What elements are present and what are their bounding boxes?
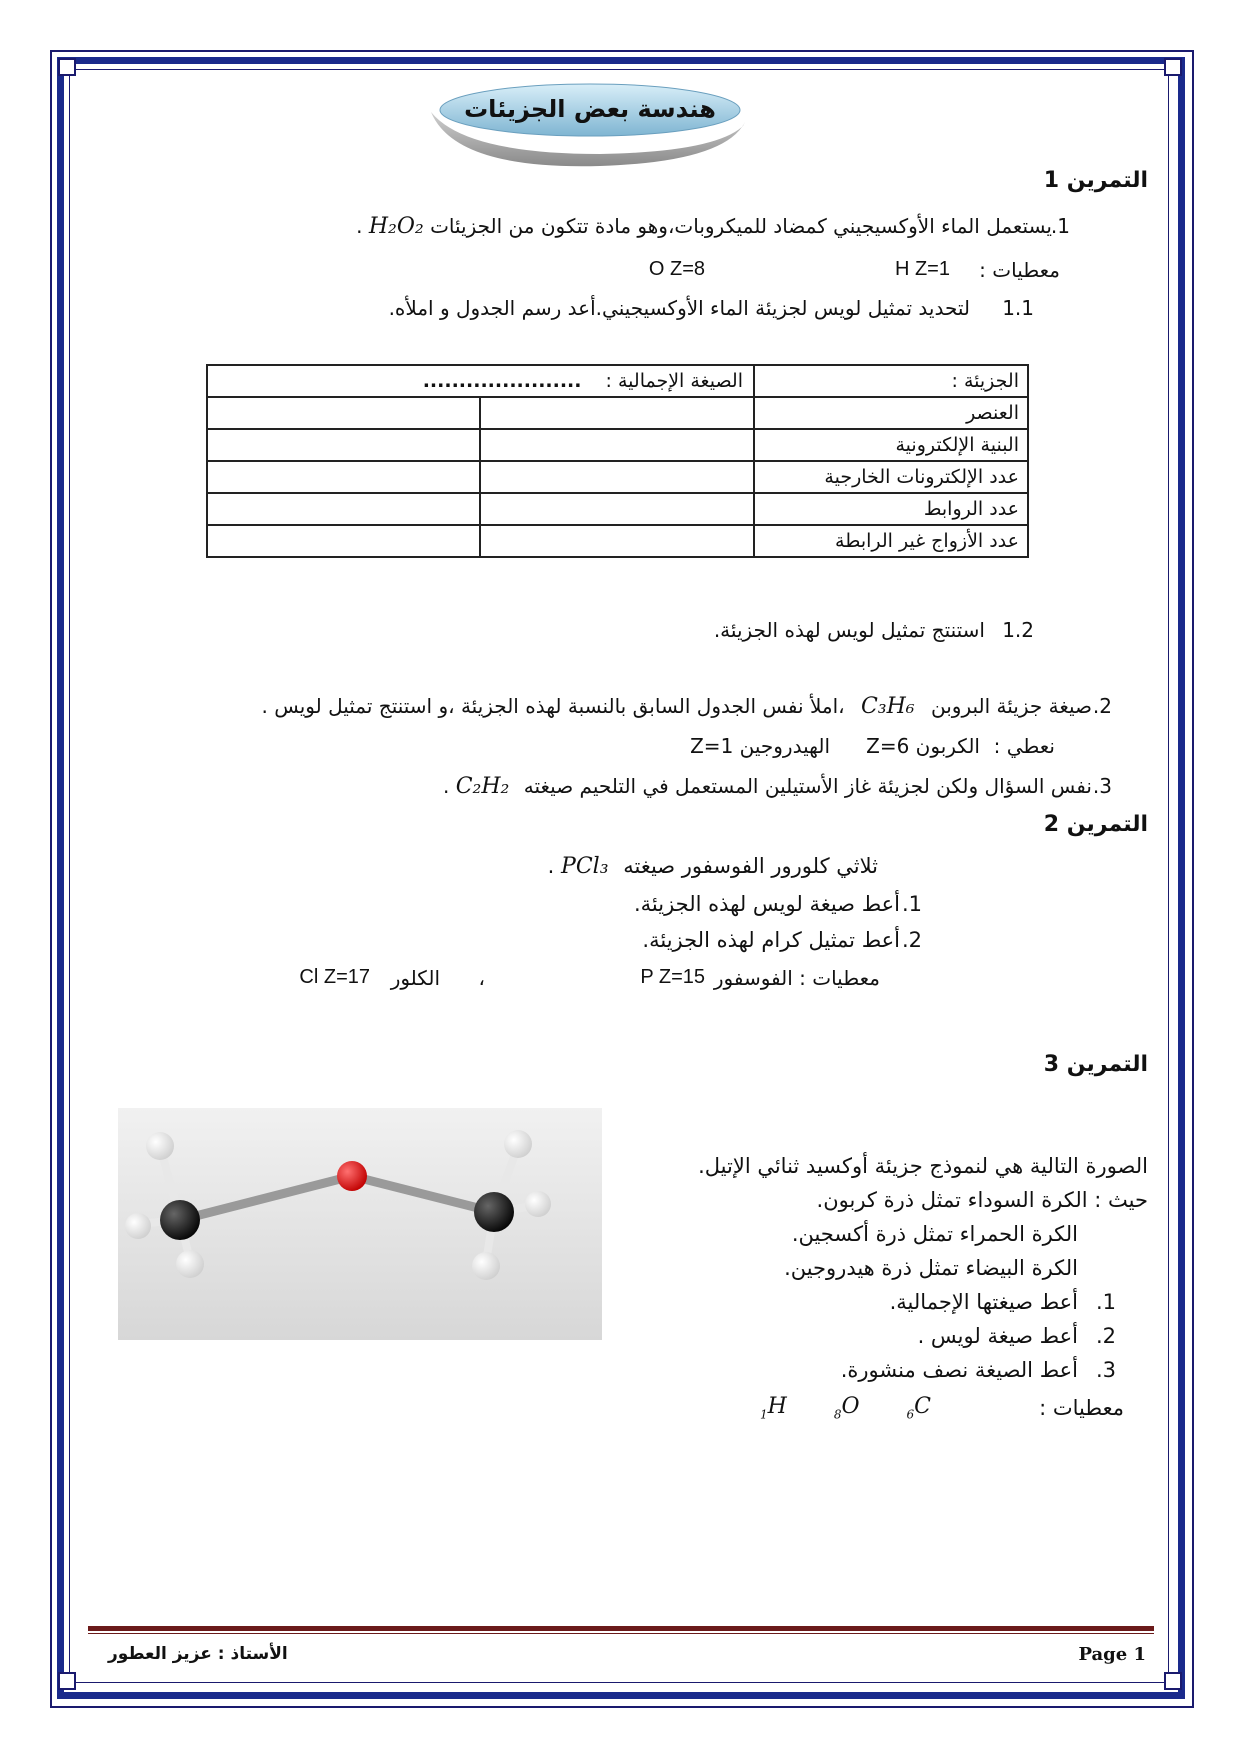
table-row xyxy=(207,397,1028,429)
table-cell xyxy=(480,525,754,557)
ex3-o-symbol: O xyxy=(841,1394,860,1419)
ex1-q11-text: لتحديد تمثيل لويس لجزيئة الماء الأوكسيجيني.أعد رسم الجدول و املأه. xyxy=(388,296,970,320)
ex2-item-2-num: 2. xyxy=(901,928,922,952)
formula-cell xyxy=(207,365,754,397)
ex3-o-z: 8 xyxy=(833,1407,842,1422)
table-row xyxy=(207,461,1028,493)
ex1-q11-num: 1.1 xyxy=(1002,296,1034,320)
ex1-q3-period: . xyxy=(443,774,450,798)
ex1-data-h: H Z=1 xyxy=(894,258,950,280)
table-cell xyxy=(480,461,754,493)
table-header-row xyxy=(207,365,1028,397)
ex2-item-1-text: أعط صيغة لويس لهذه الجزيئة. xyxy=(633,892,900,916)
ex1-q12-num: 1.2 xyxy=(1002,618,1034,642)
ex2-item-2-text: أعط تمثيل كرام لهذه الجزيئة. xyxy=(642,928,900,952)
ex2-item-1-num: 1. xyxy=(901,892,922,916)
ex1-q3-formula: C₂H₂ xyxy=(455,774,510,799)
ex3-line-2: حيث : الكرة السوداء تمثل ذرة كربون. xyxy=(816,1188,1148,1212)
ex3-item-1-text: أعط صيغتها الإجمالية. xyxy=(889,1290,1078,1314)
ex1-q3-text: نفس السؤال ولكن لجزيئة غاز الأستيلين المستعمل في التلحيم صيغته xyxy=(523,774,1092,798)
frame-corner-tr xyxy=(1164,58,1182,76)
table-cell xyxy=(480,397,754,429)
table-cell xyxy=(207,397,480,429)
molecule-label: الجزيئة : xyxy=(951,370,1019,392)
ex1-q3-line xyxy=(443,774,1092,799)
molecule-cell xyxy=(754,365,1028,397)
row-label-lone-pairs: عدد الأزواج غير الرابطة xyxy=(754,525,1028,557)
table-row xyxy=(207,429,1028,461)
frame-corner-tl xyxy=(58,58,76,76)
ex3-h-z: 1 xyxy=(760,1407,768,1422)
footer-teacher: الأستاذ : عزيز العطور xyxy=(108,1644,288,1664)
footer-rule-thin xyxy=(88,1633,1154,1634)
ex2-period: . xyxy=(547,854,555,878)
ex1-q1-text: يستعمل الماء الأوكسيجيني كمضاد للميكروبات،وهو مادة تتكون من الجزيئات xyxy=(430,214,1052,238)
ex2-data-cl-label: الكلور xyxy=(390,966,440,990)
ex2-data-label: معطيات : الفوسفور xyxy=(713,966,880,990)
ex1-q1-period: . xyxy=(356,214,363,238)
ex1-q2-formula: C₃H₆ xyxy=(860,694,915,719)
ex1-q2-line xyxy=(262,694,1092,719)
lewis-table xyxy=(206,364,1029,558)
ex1-data-o: O Z=8 xyxy=(648,258,705,280)
ex1-q2-num: 2. xyxy=(1092,694,1112,718)
table-cell xyxy=(480,493,754,525)
table-cell xyxy=(207,525,480,557)
row-label-outer-electrons: عدد الإلكترونات الخارجية xyxy=(754,461,1028,493)
table-row xyxy=(207,493,1028,525)
ex1-q3-num: 3. xyxy=(1092,774,1112,798)
row-label-element: العنصر xyxy=(754,397,1028,429)
exercise-3-heading: التمرين 3 xyxy=(1043,1052,1148,1077)
row-label-bonds: عدد الروابط xyxy=(754,493,1028,525)
page-title: هندسة بعض الجزيئات xyxy=(464,95,716,123)
formula-label: الصيغة الإجمالية : xyxy=(605,370,743,392)
exercise-2-heading: التمرين 2 xyxy=(1043,812,1148,837)
footer-page-number: Page 1 xyxy=(1078,1644,1146,1665)
ex1-q2-data-c: الكربون Z=6 xyxy=(866,734,980,758)
ex3-item-3-text: أعط الصيغة نصف منشورة. xyxy=(840,1358,1078,1382)
ex3-item-1-num: 1. xyxy=(1095,1290,1116,1314)
ex1-q1-line xyxy=(356,214,1052,239)
ex2-data-sep: ، xyxy=(478,966,485,990)
table-cell xyxy=(207,429,480,461)
ex1-q2-data-h: الهيدروجين Z=1 xyxy=(690,734,830,758)
ex3-item-2-num: 2. xyxy=(1095,1324,1116,1348)
ex3-line-4: الكرة البيضاء تمثل ذرة هيدروجين. xyxy=(784,1256,1078,1280)
formula-dots: ...................... xyxy=(422,370,582,392)
table-row xyxy=(207,525,1028,557)
ex1-q12-text: استنتج تمثيل لويس لهذه الجزيئة. xyxy=(713,618,985,642)
ex3-item-2-text: أعط صيغة لويس . xyxy=(917,1324,1078,1348)
ex3-data-symbols xyxy=(760,1394,931,1421)
ex3-line-1: الصورة التالية هي لنموذج جزيئة أوكسيد ثنائي الإتيل. xyxy=(698,1154,1148,1178)
table-cell xyxy=(207,461,480,493)
ex3-h-symbol: H xyxy=(767,1394,787,1419)
frame-corner-br xyxy=(1164,1672,1182,1690)
diethyl-ether-model-image xyxy=(118,1108,602,1340)
ex2-intro-line xyxy=(548,854,878,879)
ex1-q2-text-a: صيغة جزيئة البروبن xyxy=(931,694,1092,718)
table-cell xyxy=(480,429,754,461)
ex1-q1-num: 1. xyxy=(1050,214,1070,238)
ex3-data-label: معطيات : xyxy=(1039,1396,1124,1420)
table-cell xyxy=(207,493,480,525)
ex3-c-z: 6 xyxy=(906,1407,915,1422)
footer-rule-thick xyxy=(88,1626,1154,1631)
ex1-q1-formula: H₂O₂ xyxy=(368,214,424,239)
row-label-electron-structure: البنية الإلكترونية xyxy=(754,429,1028,461)
ex3-line-3: الكرة الحمراء تمثل ذرة أكسجين. xyxy=(791,1222,1078,1246)
ex1-data-label: معطيات : xyxy=(979,258,1060,282)
ex1-q2-text-b: ،املأ نفس الجدول السابق بالنسبة لهذه الجزيئة ،و استنتج تمثيل لويس . xyxy=(261,694,845,718)
ex1-q2-data-label: نعطي : xyxy=(993,734,1055,758)
frame-corner-bl xyxy=(58,1672,76,1690)
ex2-data-p: P Z=15 xyxy=(640,966,705,988)
ex3-item-3-num: 3. xyxy=(1095,1358,1116,1382)
ex3-c-symbol: C xyxy=(914,1394,931,1419)
ex2-intro: ثلاثي كلورور الفوسفور صيغته xyxy=(623,854,878,878)
exercise-1-heading: التمرين 1 xyxy=(1043,168,1148,193)
ex2-formula: PCl₃ xyxy=(561,854,609,879)
ex2-data-cl: Cl Z=17 xyxy=(299,966,370,988)
